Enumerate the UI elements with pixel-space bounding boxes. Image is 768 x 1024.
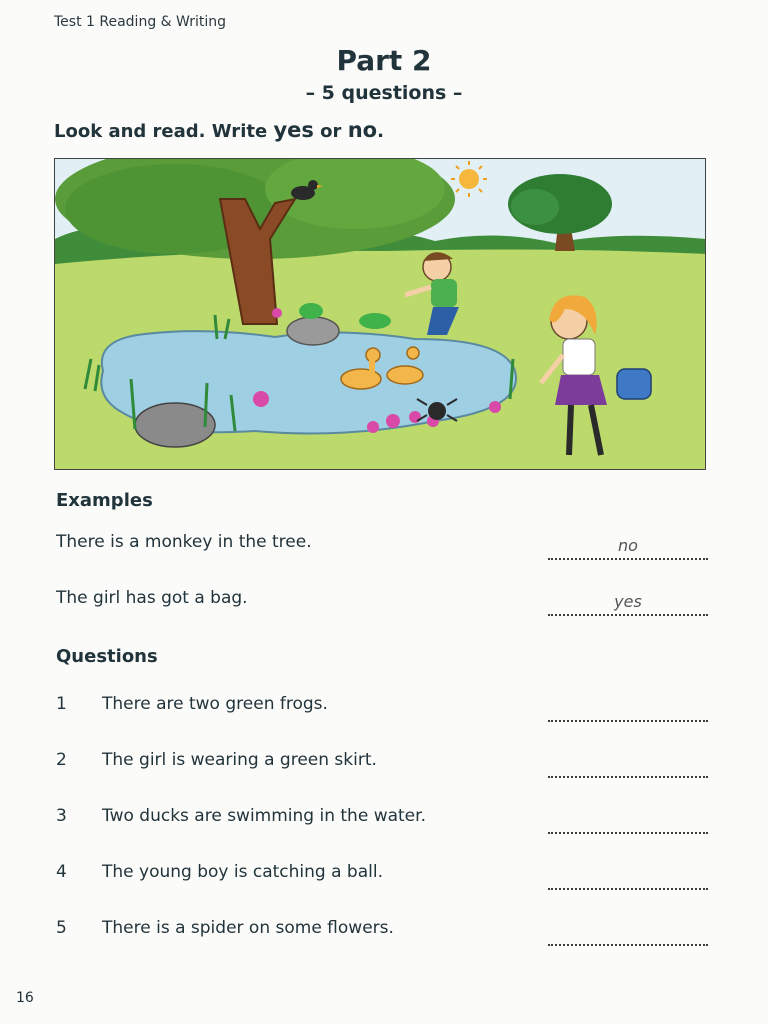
example-text: The girl has got a bag. — [56, 588, 248, 608]
instruction-text: Look and read. Write — [54, 121, 268, 142]
question-text: The young boy is catching a ball. — [102, 862, 383, 882]
question-number: 5 — [56, 918, 67, 938]
example-row — [56, 588, 708, 618]
page-number: 16 — [16, 990, 34, 1006]
question-row — [56, 862, 708, 892]
instruction-no: no — [347, 118, 378, 142]
question-number: 2 — [56, 750, 67, 770]
example-row — [56, 532, 708, 562]
instruction-or: or — [320, 121, 342, 142]
question-text: There are two green frogs. — [102, 694, 328, 714]
page-header: Test 1 Reading & Writing — [54, 14, 227, 30]
question-number: 4 — [56, 862, 67, 882]
answer-field[interactable] — [548, 694, 708, 722]
examples-title: Examples — [56, 490, 153, 511]
question-number: 3 — [56, 806, 67, 826]
question-row — [56, 806, 708, 836]
answer-field[interactable] — [548, 918, 708, 946]
question-text: Two ducks are swimming in the water. — [102, 806, 426, 826]
answer-field[interactable] — [548, 750, 708, 778]
answer-field[interactable] — [548, 532, 708, 560]
answer-text: yes — [614, 592, 642, 611]
answer-text: no — [618, 536, 638, 555]
instruction-yes: yes — [273, 118, 314, 142]
instruction — [54, 118, 384, 142]
example-text: There is a monkey in the tree. — [56, 532, 312, 552]
question-text: The girl is wearing a green skirt. — [102, 750, 377, 770]
park-pond-illustration — [54, 158, 706, 470]
instruction-period: . — [377, 121, 384, 142]
question-number: 1 — [56, 694, 67, 714]
question-text: There is a spider on some flowers. — [102, 918, 394, 938]
answer-field[interactable] — [548, 862, 708, 890]
question-row — [56, 918, 708, 948]
question-row — [56, 750, 708, 780]
part-title: Part 2 — [336, 44, 432, 77]
answer-field[interactable] — [548, 588, 708, 616]
questions-title: Questions — [56, 646, 158, 667]
question-row — [56, 694, 708, 724]
part-subtitle: – 5 questions – — [305, 82, 463, 104]
answer-field[interactable] — [548, 806, 708, 834]
